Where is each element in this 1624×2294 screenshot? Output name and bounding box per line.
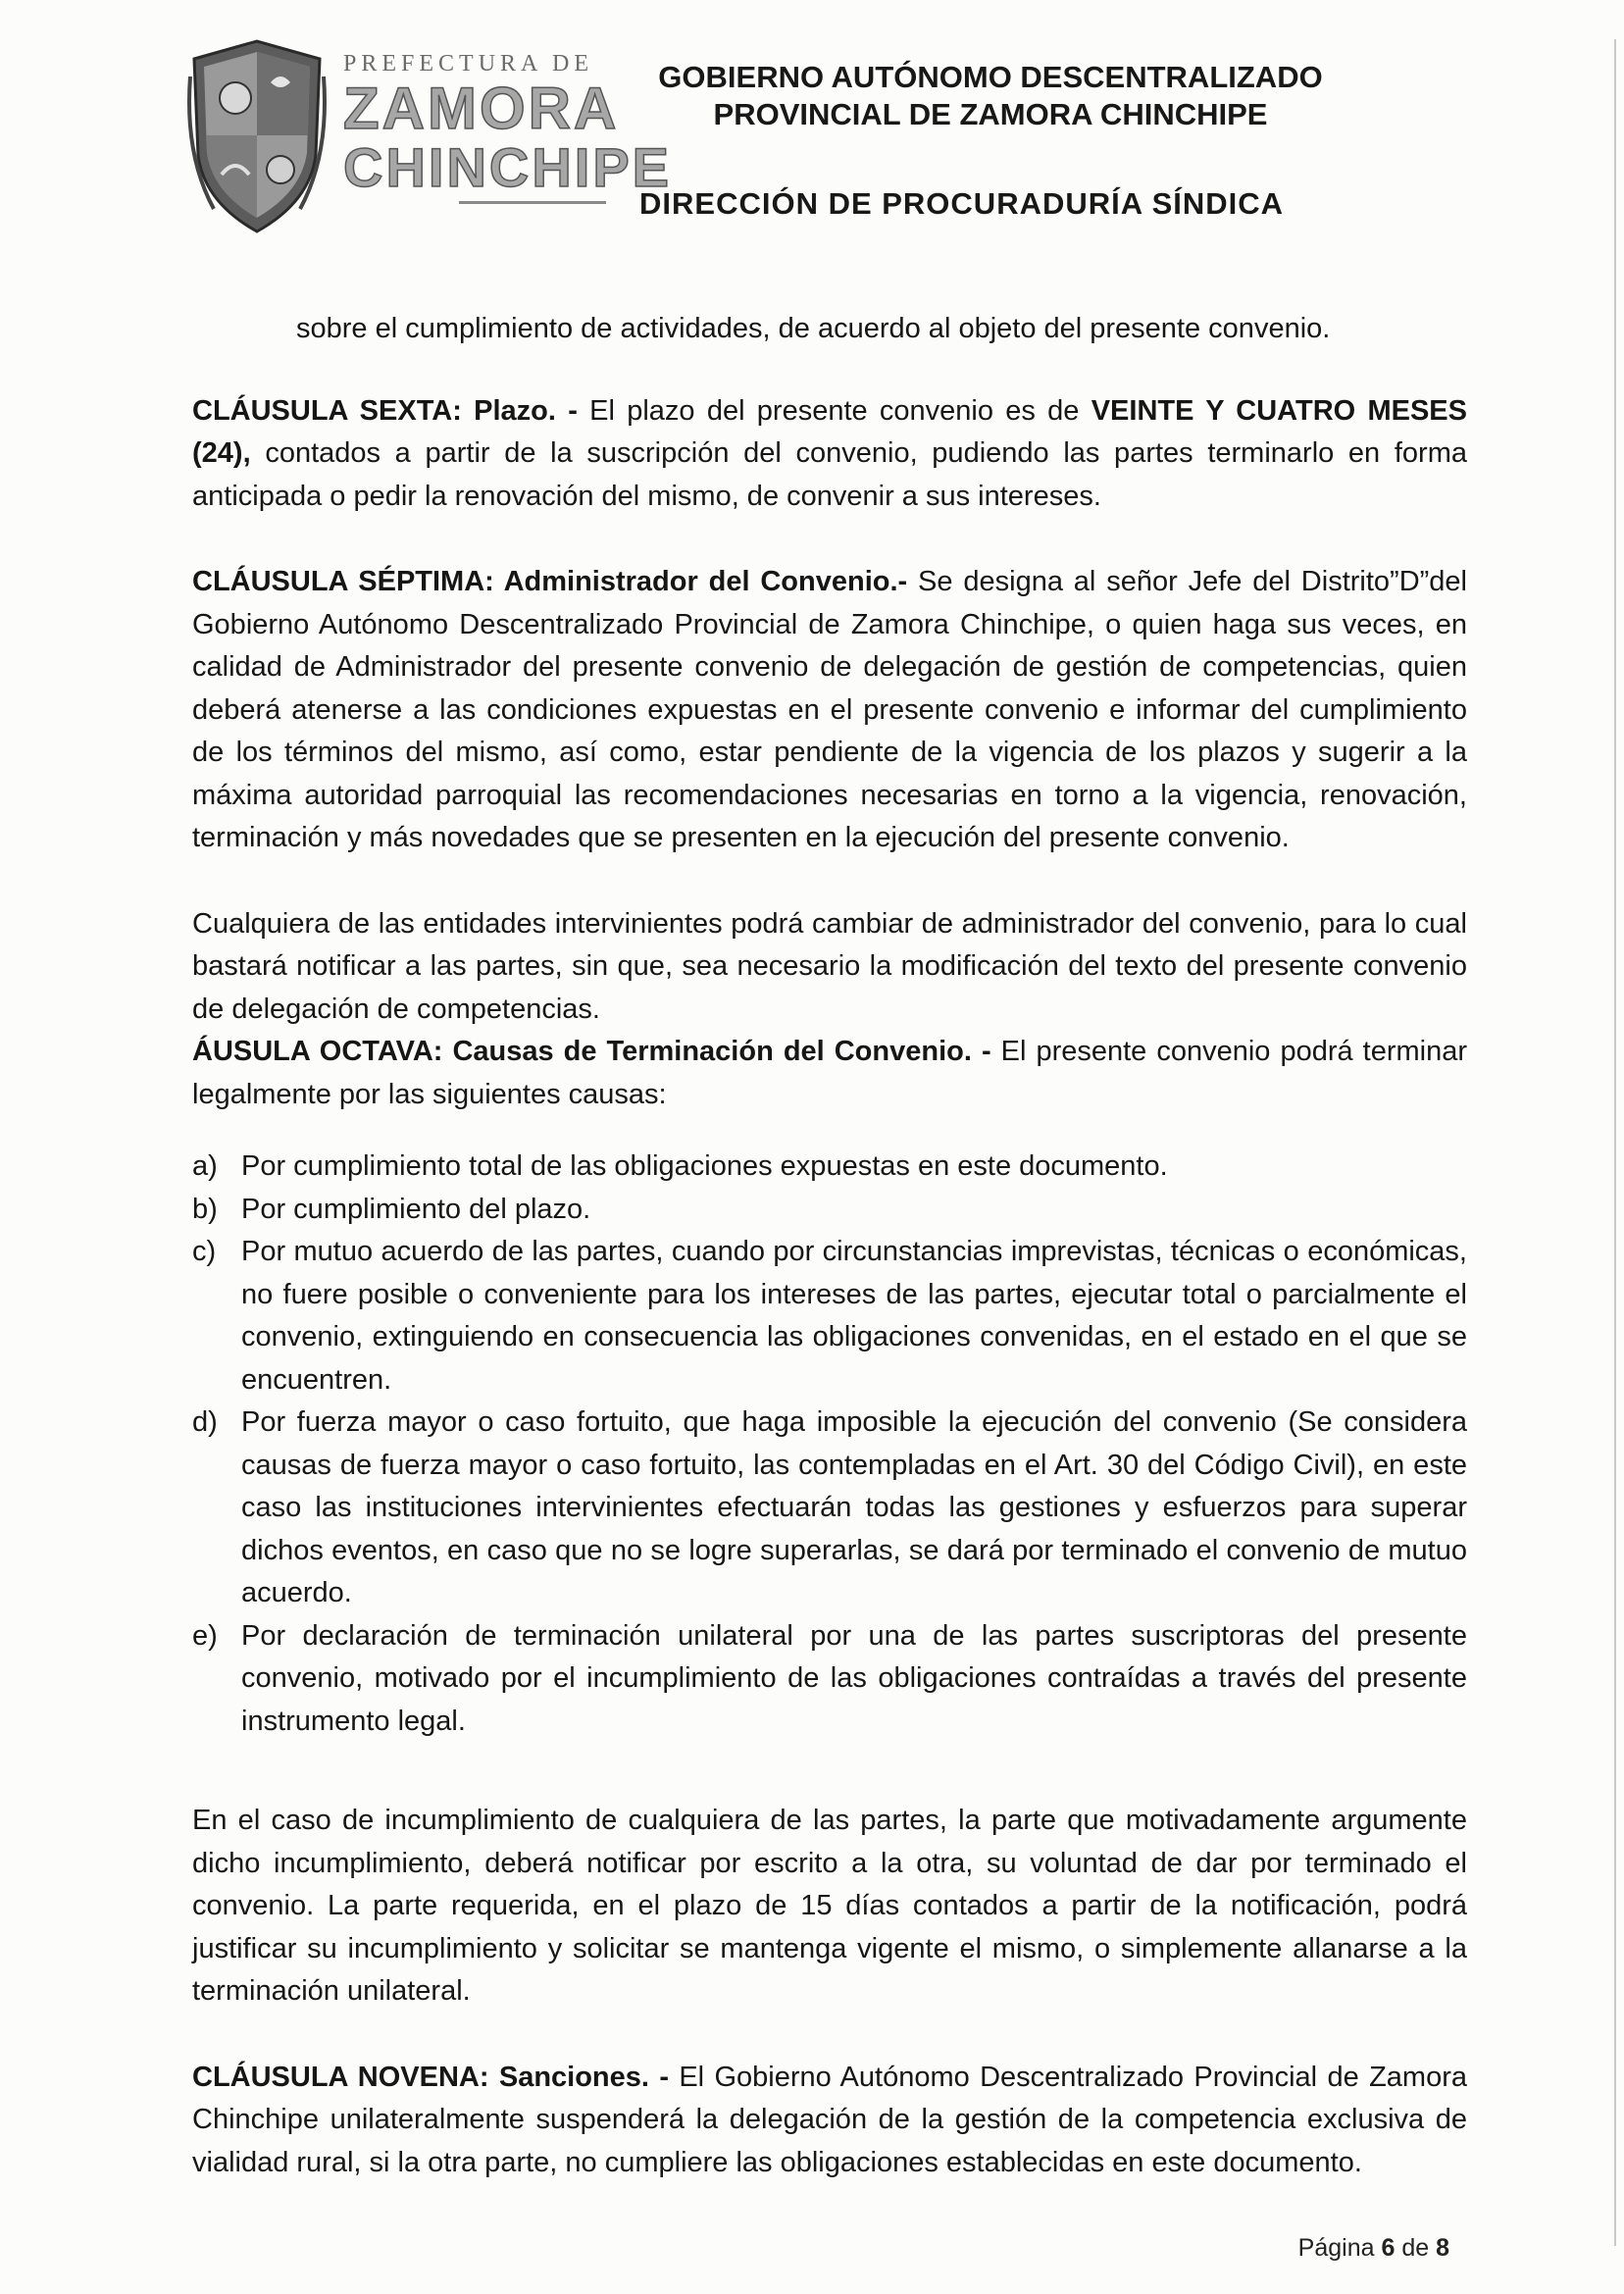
clause-octava-after: En el caso de incumplimiento de cualquiera de las partes, la parte que motivadamente argumente dicho incumplimiento, deberá notificar por escrito a la otra, su voluntad de dar por terminado el convenio. La parte requerida, en el plazo de 15 días contados a partir de la notificación, podrá justificar su incumplimiento y solicitar se mantenga vigente el mismo, o simplemente allanarse a la terminación unilateral. xyxy=(192,1805,1467,2007)
clause-octava-intro: El presente convenio podrá terminar legalmente por las siguientes causas: xyxy=(192,1036,1467,1110)
clause-sexta-text1: El plazo del presente convenio es de xyxy=(589,394,1080,427)
list-item-marker: b) xyxy=(192,1193,218,1225)
list-item-marker: d) xyxy=(192,1406,218,1438)
list-item-text: Por declaración de terminación unilateral por una de las partes suscriptoras del presente convenio, motivado por el incumplimiento de las obligaciones contraídas a través del presente instrumento legal. xyxy=(241,1619,1467,1737)
clause-sexta-text2: contados a partir de la suscripción del convenio, pudiendo las partes terminarlo en forma anticipada o pedir la renovación del mismo, de convenir a sus intereses. xyxy=(192,437,1467,512)
list-item xyxy=(192,1615,1467,1744)
list-item-text: Por fuerza mayor o caso fortuito, que haga imposible la ejecución del convenio (Se considera causas de fuerza mayor o caso fortuito, las contempladas en el Art. 30 del Código Civil), en este caso las instituciones intervinientes efectuarán todas las gestiones y esfuerzos para superar dichos eventos, en caso que no se logre superarlas, se dará por terminado el convenio de mutuo acuerdo. xyxy=(241,1406,1467,1608)
page-of-label: de xyxy=(1401,2234,1430,2262)
government-name xyxy=(588,59,1393,133)
document-body xyxy=(192,308,1467,2227)
clause-novena-title: CLÁUSULA NOVENA: Sanciones. - xyxy=(192,2061,669,2093)
list-item-marker: e) xyxy=(192,1619,218,1652)
continuation-paragraph: sobre el cumplimiento de actividades, de acuerdo al objeto del presente convenio. xyxy=(296,313,1331,344)
clause-septima-title: CLÁUSULA SÉPTIMA: Administrador del Convenio.- xyxy=(192,566,908,597)
logo-name-line2: CHINCHIPE xyxy=(343,136,673,198)
clause-septima-text: Se designa al señor Jefe del Distrito”D”del Gobierno Autónomo Descentralizado Provincial de Zamora Chinchipe, o quien haga sus veces, en calidad de Administrador del presente convenio de delegación de gestión de competencias, quien deberá atenerse a las condiciones expuestas en el presente convenio e informar del cumplimiento de los términos del mismo, así como, estar pendiente de la vigencia de los plazos y sugerir a la máxima autoridad parroquial las recomendaciones necesarias en torno a la vigencia, renovación, terminación y más novedades que se presenten en la ejecución del presente convenio. xyxy=(192,566,1467,853)
clause-septima xyxy=(192,561,1467,860)
logo-underline xyxy=(459,201,606,204)
government-name-line1: GOBIERNO AUTÓNOMO DESCENTRALIZADO xyxy=(658,60,1323,94)
department-name: DIRECCIÓN DE PROCURADURÍA SÍNDICA xyxy=(639,186,1285,221)
list-item-text: Por cumplimiento del plazo. xyxy=(241,1193,591,1225)
clause-novena-text: El Gobierno Autónomo Descentralizado Provincial de Zamora Chinchipe unilateralmente suspenderá la delegación de la gestión de la competencia exclusiva de vialidad rural, si la otra parte, no cumpliere las obligaciones establecidas en este documento. xyxy=(192,2061,1467,2178)
clause-octava-title: ÁUSULA OCTAVA: Causas de Terminación del Convenio. - xyxy=(192,1036,991,1067)
list-item-text: Por cumplimiento total de las obligaciones expuestas en este documento. xyxy=(241,1150,1168,1182)
list-item xyxy=(192,1402,1467,1615)
list-item xyxy=(192,1189,1467,1232)
logo-name-line1: ZAMORA xyxy=(343,76,620,141)
page-number xyxy=(1298,2234,1449,2263)
logo-prefix-text: PREFECTURA DE xyxy=(343,51,594,76)
current-page: 6 xyxy=(1381,2234,1396,2262)
termination-causes-list xyxy=(192,1146,1467,1743)
clause-sexta-term: VEINTE Y CUATRO MESES (24), xyxy=(192,394,1467,469)
clause-novena xyxy=(192,2057,1467,2185)
clause-septima-paragraph2: Cualquiera de las entidades intervinientes podrá cambiar de administrador del convenio, para lo cual bastará notificar a las partes, sin que, sea necesario la modificación del texto del presente convenio de delegación de competencias. xyxy=(192,907,1467,1025)
clause-sexta-title: CLÁUSULA SEXTA: Plazo. - xyxy=(192,394,578,427)
clause-octava xyxy=(192,1031,1467,1116)
list-item-marker: c) xyxy=(192,1236,217,1267)
total-pages: 8 xyxy=(1436,2234,1449,2262)
list-item-text: Por mutuo acuerdo de las partes, cuando por circunstancias imprevistas, técnicas o económicas, no fuere posible o conveniente para los intereses de las partes, ejecutar total o parcialmente el convenio, extinguiendo en consecuencia las obligaciones convenidas, en el estado en el que se encuentren. xyxy=(241,1236,1467,1396)
page-edge-line xyxy=(1614,39,1616,2246)
list-item-marker: a) xyxy=(192,1150,218,1182)
prefecture-logo xyxy=(184,37,673,243)
government-name-line2: PROVINCIAL DE ZAMORA CHINCHIPE xyxy=(713,97,1268,131)
list-item xyxy=(192,1231,1467,1402)
list-item xyxy=(192,1146,1467,1189)
clause-sexta xyxy=(192,390,1467,519)
page-label: Página xyxy=(1297,2234,1375,2262)
crest-emblem-icon xyxy=(184,37,330,238)
